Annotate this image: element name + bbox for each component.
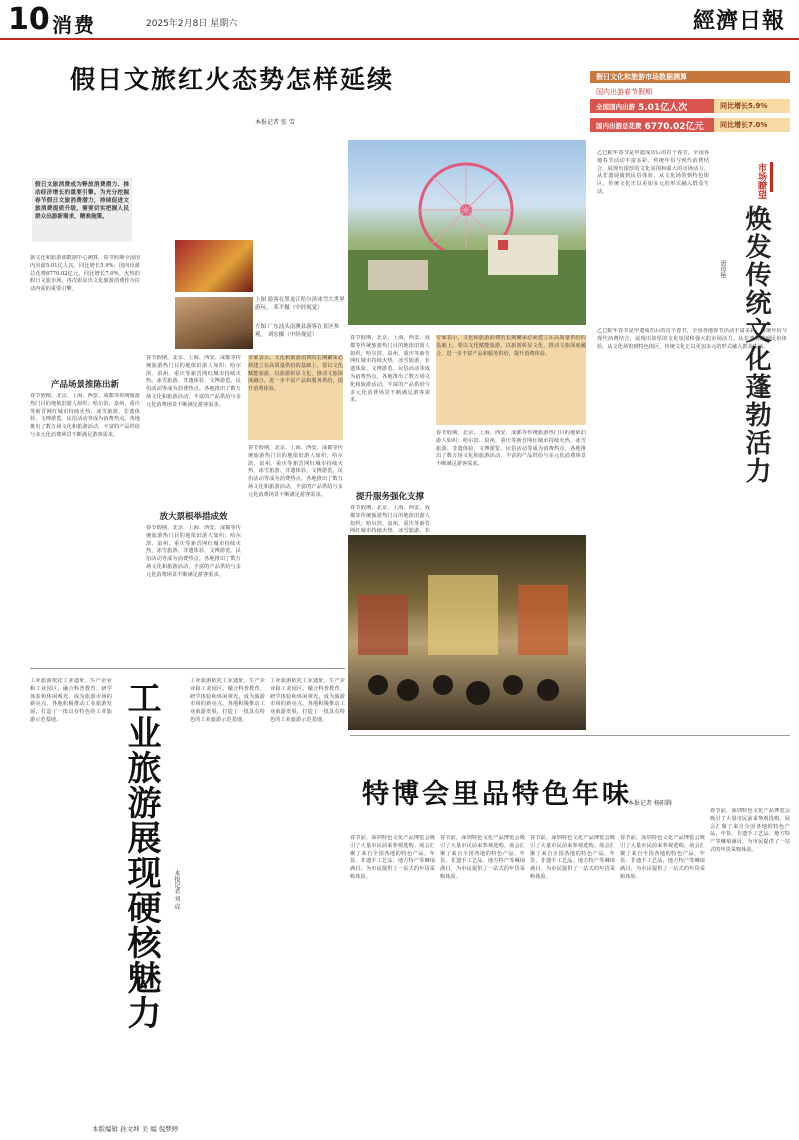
expo-body-col3: 春节前，深圳特色文化产品博览会吸引了大量市民前来参观选购。展会汇聚了来自全国各地的特色产品，年货、非遗手工艺品、地方特产等琳琅满目，为市民提供了一站式的年货采购体验。 [530,835,615,880]
column-body-top: 乙巳蛇年春节是申遗成功后的首个春节，全国各地春节活动丰富多彩。传统年俗与现代消费结合，展现出浓厚的文化氛围和强大的市场活力。从非遗展演到民俗体验，从文化场馆到特色街区，传统文化正以更加多元的形式融入群众生活。 [597,150,709,195]
inset-caption-1: 上图 游客在黑龙江哈尔滨冰雪大世界游玩。 邓平摄（中经视觉） [255,297,345,311]
data-box-subtitle: 国内出游春节假期 [596,88,652,96]
column-label: 市场瞭望 [756,163,766,199]
lead-body-col2b: 春节假期，北京、上海、西安、成都等传统旅游热门目的地依旧游人如织；哈尔滨、泉州、重庆等新晋网红城市持续火热，冰雪旅游、非遗体验、文博游览、民俗活动等成为消费热点。各地推出了数万场文化和旅游活动，丰富的产品供给与多元化消费场景不断满足游客需求。 [146,525,241,578]
column-author: 唐琼艳 [719,260,726,278]
exhibition-illustration [348,535,586,730]
expo-body-col4: 春节前，深圳特色文化产品博览会吸引了大量市民前来参观选购。展会汇聚了来自全国各地的特色产品，年货、非遗手工艺品、地方特产等琳琅满目，为市民提供了一站式的年货采购体验。 [620,835,705,880]
issue-date: 2025年2月8日 星期六 [146,19,238,29]
industry-body-col2: 工业旅游依托工业遗址、生产企业和工业园区，融合科普教育、研学体验和休闲观光，成为旅游市场的新亮点。各地积极推动工业旅游发展，打造了一批具有特色的工业旅游示范基地。 [190,678,265,723]
inset-photo-dragon [175,240,253,292]
expo-body-col1: 春节前，深圳特色文化产品博览会吸引了大量市民前来参观选购。展会汇聚了来自全国各地的特色产品，年货、非遗手工艺品、地方特产等琳琅满目，为市民提供了一站式的年货采购体验。 [350,835,435,880]
data-row-1 [590,99,790,113]
data-box [590,71,790,143]
section-name: 消费 [52,13,96,37]
section-title-2: 放大票根举措成效 [159,512,228,522]
lead-highlight-col3: 专家表示，文化和旅游消费的长期繁荣必须建立在高质量供给的基础上。要以文化赋能旅游，以旅游彰显文化，推动文旅深度融合，进一步丰富产品和服务供给，提升消费体验。 [248,355,343,440]
lead-body-col5: 春节假期，北京、上海、西安、成都等传统旅游热门目的地依旧游人如织；哈尔滨、泉州、重庆等新晋网红城市持续火热，冰雪旅游、非遗体验、文博游览、民俗活动等成为消费热点。各地推出了数万场文化和旅游活动，丰富的产品供给与多元化消费场景不断满足游客需求。 [436,430,586,468]
data-row-1-growth: 同比增长5.9% [714,99,790,113]
inset-photo-crowd [175,297,253,349]
expo-body-col2: 春节前，深圳特色文化产品博览会吸引了大量市民前来参观选购。展会汇聚了来自全国各地的特色产品，年货、非遗手工艺品、地方特产等琳琅满目，为市民提供了一站式的年货采购体验。 [440,835,525,880]
lead-body-col1: 春节假期，北京、上海、西安、成都等传统旅游热门目的地依旧游人如织；哈尔滨、泉州、重庆等新晋网红城市持续火热，冰雪旅游、非遗体验、文博游览、民俗活动等成为消费热点。各地推出了数万场文化和旅游活动，丰富的产品供给与多元化消费场景不断满足游客需求。 [30,393,140,438]
lead-byline: 本报记者 张 雪 [255,119,295,126]
industry-byline: 本报记者 刘 成 [173,870,180,910]
data-row-2-label-cell [590,118,714,132]
expo-headline: 特博会里品特色年味 [362,779,632,810]
column-headline: 焕发传统文化蓬勃活力 [741,205,771,485]
masthead-rule [0,38,799,40]
lead-body-col4: 春节假期，北京、上海、西安、成都等传统旅游热门目的地依旧游人如织；哈尔滨、泉州、重庆等新晋网红城市持续火热，冰雪旅游、非遗体验、文博游览、民俗活动等成为消费热点。各地推出了数万场文化和旅游活动，丰富的产品供给与多元化消费场景不断满足游客需求。 [350,335,430,404]
data-row-2 [590,118,790,132]
footer-credits: 本版编辑 孙文坤 美 编 倪梦婷 [92,1125,179,1133]
data-row-1-label-cell [590,99,714,113]
lead-headline: 假日文旅红火态势怎样延续 [70,65,395,94]
expo-byline: 本报记者 杨阳腾 [628,800,672,807]
data-row-2-value: 6770.02亿元 [644,121,704,132]
lead-summary: 假日文旅消费成为释放消费潜力、推动经济增长的重要引擎。为充分挖掘春节假日文旅消费潜力，持续促进文旅消费提质升级，需要切实把握人民群众出游新需求，精准施策。 [35,182,129,220]
expo-body-col5: 春节前，深圳特色文化产品博览会吸引了大量市民前来参观选购。展会汇聚了来自全国各地的特色产品，年货、非遗手工艺品、地方特产等琳琅满目，为市民提供了一站式的年货采购体验。 [710,808,790,853]
column-body-bottom: 乙巳蛇年春节是申遗成功后的首个春节，全国各地春节活动丰富多彩。传统年俗与现代消费结合，展现出浓厚的文化氛围和强大的市场活力。从非遗展演到民俗体验，从文化场馆到特色街区，传统文化正以更加多元的形式融入群众生活。 [597,328,787,350]
main-photo [348,140,586,325]
page-number: 10 [8,2,50,37]
newspaper-logo: 經濟日報 [692,8,785,34]
lead-intro: 据文化和旅游部数据中心测算，春节假期全国国内出游5.01亿人次，同比增长5.9%；国内出游总花费6770.02亿元，同比增长7.0%。火热的假日文旅市场，再次彰显出文化旅游消费作为拉动内需的重要引擎。 [30,255,140,293]
industry-headline: 工业旅游展现硬核魅力 [121,680,161,1030]
lead-highlight-col5: 专家表示，文化和旅游消费的长期繁荣必须建立在高质量供给的基础上。要以文化赋能旅游，以旅游彰显文化，推动文旅深度融合，进一步丰富产品和服务供给，提升消费体验。 [436,335,586,425]
inset-caption-2: 左图 广东汕头南澳县游客在景区参观。 刘宏摄（中经视觉） [255,324,340,338]
lead-body-col3: 春节假期，北京、上海、西安、成都等传统旅游热门目的地依旧游人如织；哈尔滨、泉州、重庆等新晋网红城市持续火热，冰雪旅游、非遗体验、文博游览、民俗活动等成为消费热点。各地推出了数万场文化和旅游活动，丰富的产品供给与多元化消费场景不断满足游客需求。 [248,445,343,498]
data-row-2-growth: 同比增长7.0% [714,118,790,132]
divider-middle [30,668,345,669]
data-row-1-label: 全国国内出游 [596,102,635,111]
section-title-3: 提升服务强化支撑 [355,492,424,502]
industry-body-col1: 工业旅游依托工业遗址、生产企业和工业园区，融合科普教育、研学体验和休闲观光，成为旅游市场的新亮点。各地积极推动工业旅游发展，打造了一批具有特色的工业旅游示范基地。 [30,678,112,723]
lead-body-col4b: 春节假期，北京、上海、西安、成都等传统旅游热门目的地依旧游人如织；哈尔滨、泉州、重庆等新晋网红城市持续火热，冰雪旅游、非 [350,505,430,535]
lead-summary-box [32,178,132,242]
section-title-1: 产品场景推陈出新 [50,380,119,390]
column-accent-bar [770,162,773,192]
industry-body-col3: 工业旅游依托工业遗址、生产企业和工业园区，融合科普教育、研学体验和休闲观光，成为旅游市场的新亮点。各地积极推动工业旅游发展，打造了一批具有特色的工业旅游示范基地。 [270,678,345,723]
data-box-title: 假日文化和旅游市场数据测算 [590,71,790,83]
data-row-1-value: 5.01亿人次 [638,102,688,113]
divider-right [350,735,790,736]
lead-body-col2: 春节假期，北京、上海、西安、成都等传统旅游热门目的地依旧游人如织；哈尔滨、泉州、重庆等新晋网红城市持续火热，冰雪旅游、非遗体验、文博游览、民俗活动等成为消费热点。各地推出了数万场文化和旅游活动，丰富的产品供给与多元化消费场景不断满足游客需求。 [146,355,241,408]
ferris-wheel-illustration [348,140,586,325]
exhibition-photo [348,535,586,730]
data-row-2-label: 国内出游总花费 [596,121,642,130]
